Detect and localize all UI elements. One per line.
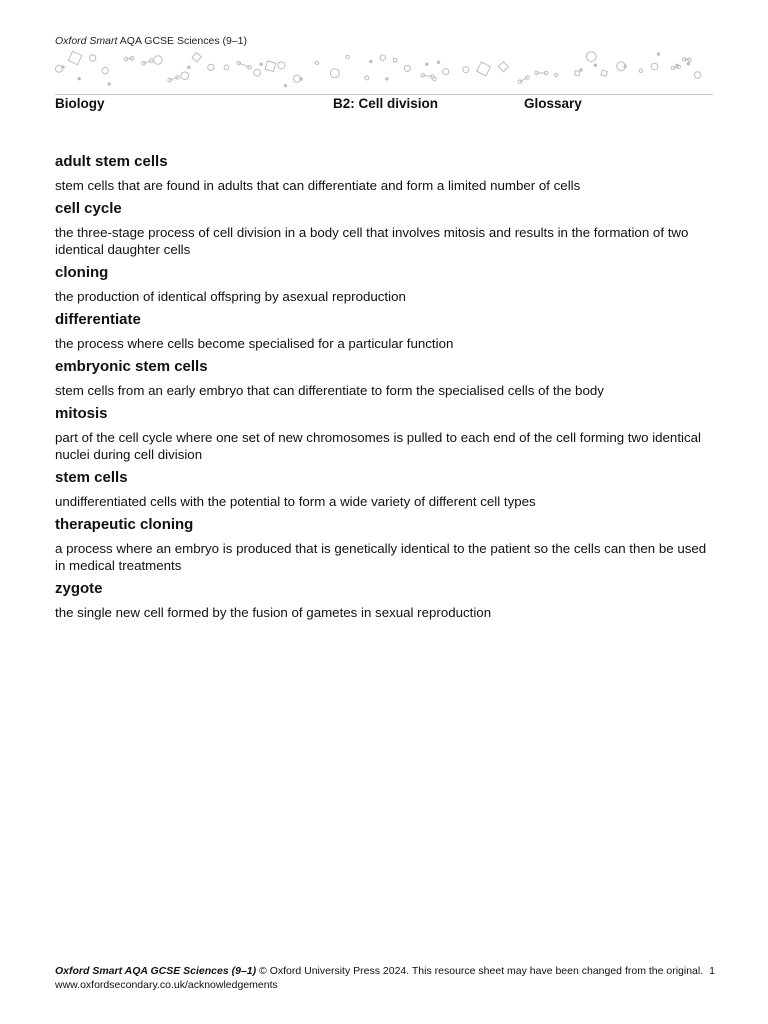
glossary-entry (55, 357, 715, 399)
glossary-entry (55, 310, 715, 352)
header-series-rest: AQA GCSE Sciences (9–1) (119, 35, 248, 47)
footer-series: Oxford Smart AQA GCSE Sciences (9–1) (55, 965, 257, 977)
glossary-term: adult stem cells (55, 153, 168, 170)
molecule-pattern-banner-icon (55, 48, 713, 90)
glossary-definition: the production of identical offspring by asexual reproduction (55, 289, 406, 304)
glossary-entry (55, 404, 715, 463)
footer-line (55, 964, 715, 978)
glossary-definition: stem cells from an early embryo that can differentiate to form the specialised cells of the body (55, 383, 604, 398)
glossary-term: zygote (55, 580, 103, 597)
glossary-entry (55, 515, 715, 574)
glossary-term: embryonic stem cells (55, 358, 208, 375)
glossary-definition: undifferentiated cells with the potential to form a wide variety of different cell types (55, 494, 536, 509)
glossary-definition: part of the cell cycle where one set of new chromosomes is pulled to each end of the cell forming two identical nuclei during cell division (55, 430, 701, 462)
glossary-list (55, 152, 715, 626)
glossary-entry (55, 263, 715, 305)
page-footer (55, 964, 715, 992)
header-subject: Biology (55, 96, 105, 111)
header-topic: B2: Cell division (333, 96, 439, 111)
glossary-definition: a process where an embryo is produced that is genetically identical to the patient so the cells can then be used in medical treatments (55, 541, 707, 573)
glossary-term: differentiate (55, 311, 141, 328)
footer-copyright: © Oxford University Press 2024. This resource sheet may have been changed from the original. (259, 965, 704, 977)
glossary-term: cloning (55, 264, 109, 281)
glossary-term: mitosis (55, 405, 108, 422)
glossary-term: stem cells (55, 469, 128, 486)
glossary-entry (55, 199, 715, 258)
page-number: 1 (709, 965, 715, 977)
glossary-definition: the single new cell formed by the fusion of gametes in sexual reproduction (55, 605, 492, 620)
header-row (55, 96, 713, 114)
glossary-term: cell cycle (55, 200, 122, 217)
footer-url: www.oxfordsecondary.co.uk/acknowledgements (55, 979, 278, 991)
glossary-entry (55, 468, 715, 510)
glossary-entry (55, 152, 715, 194)
glossary-entry (55, 579, 715, 621)
header-series (55, 35, 247, 47)
glossary-definition: stem cells that are found in adults that can differentiate and form a limited number of cells (55, 178, 581, 193)
header-divider (55, 94, 713, 95)
header-series-italic: Oxford Smart (55, 35, 118, 47)
glossary-definition: the process where cells become specialised for a particular function (55, 336, 454, 351)
glossary-definition: the three-stage process of cell division in a body cell that involves mitosis and results in the formation of two identical daughter cells (55, 225, 689, 257)
glossary-term: therapeutic cloning (55, 516, 194, 533)
header-doc-type: Glossary (524, 96, 582, 111)
